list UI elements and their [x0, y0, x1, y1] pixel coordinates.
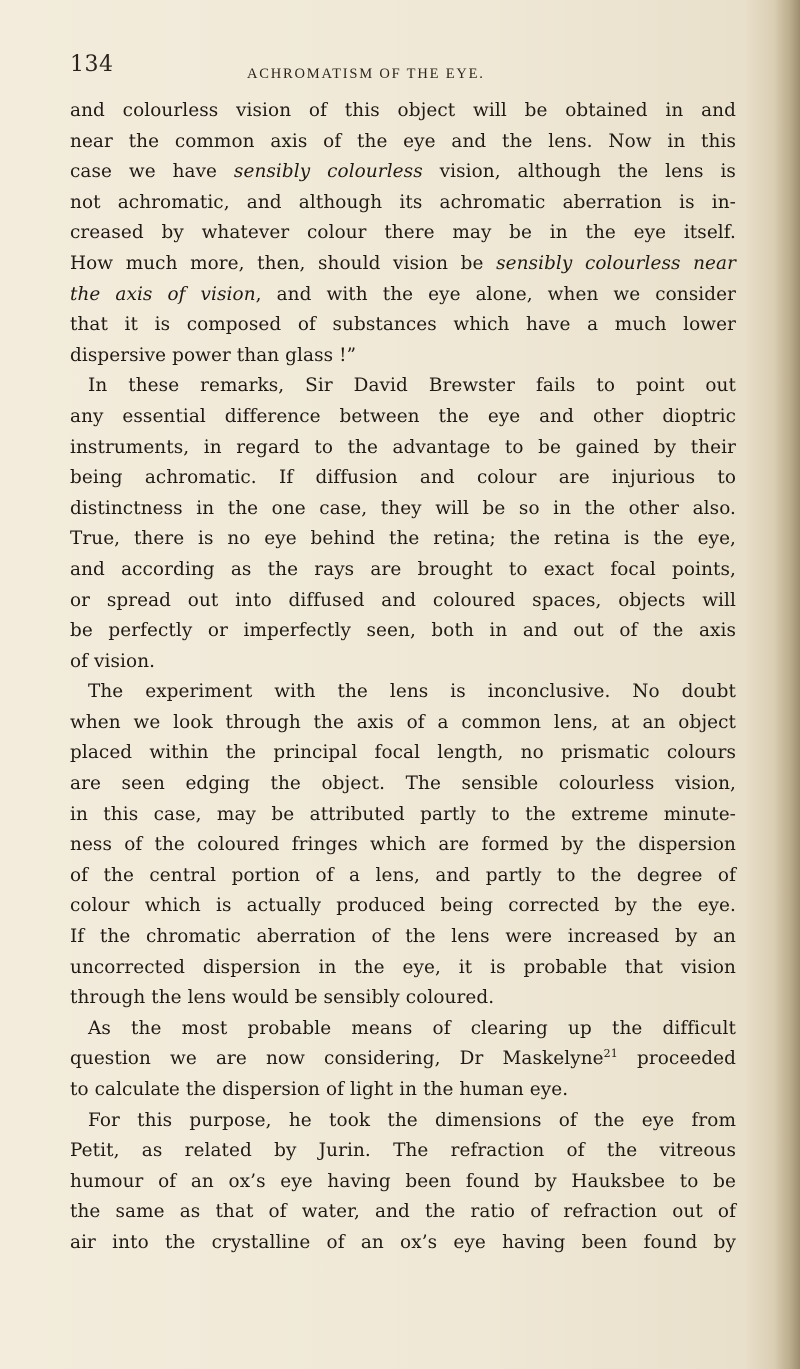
line-text: are seen edging the object. The sensible colourless vision,	[70, 773, 736, 795]
text-line	[70, 1014, 736, 1045]
line-text: The experiment with the lens is inconclusive. No doubt	[88, 681, 736, 703]
text-line	[70, 1228, 736, 1259]
line-text: not achromatic, and although its achromatic aberration is in-	[70, 191, 736, 213]
italic-text: sensibly colourless	[233, 161, 423, 183]
line-text: in this case, may be attributed partly to the extreme minute-	[70, 803, 736, 825]
text-line	[70, 800, 736, 831]
line-text: creased by whatever colour there may be in the eye itself.	[70, 222, 736, 244]
footnote-reference[interactable]: 21	[603, 1047, 618, 1061]
text-line	[70, 953, 736, 984]
text-line	[70, 157, 736, 188]
line-text: any essential difference between the eye and other dioptric	[70, 405, 736, 427]
text-line	[70, 524, 736, 555]
line-text: distinctness in the one case, they will be so in the other also.	[70, 497, 736, 519]
line-text: proceeded	[617, 1048, 737, 1070]
text-line	[70, 861, 736, 892]
line-text: For this purpose, he took the dimensions of the eye from	[88, 1109, 736, 1131]
text-line	[70, 188, 736, 219]
line-text: be perfectly or imperfectly seen, both in and out of the axis	[70, 620, 736, 642]
page-edge-shadow	[774, 0, 800, 1369]
text-line	[70, 616, 736, 647]
line-text: vision, although the lens is	[422, 161, 736, 183]
line-text: case we have	[70, 161, 234, 183]
running-head: ACHROMATISM OF THE EYE.	[247, 66, 485, 82]
text-line	[70, 341, 736, 372]
text-line	[70, 402, 736, 433]
text-line	[70, 922, 736, 953]
text-line	[70, 1167, 736, 1198]
text-line	[70, 249, 736, 280]
text-line	[70, 677, 736, 708]
line-text: near the common axis of the eye and the lens. Now in this	[70, 130, 736, 152]
line-text: As the most probable means of clearing up the difficult	[88, 1017, 736, 1039]
text-line	[70, 494, 736, 525]
line-text: How much more, then, should vision be	[70, 252, 497, 274]
line-text: question we are now considering, Dr Maskelyne	[70, 1048, 604, 1070]
text-line	[70, 891, 736, 922]
text-line	[70, 433, 736, 464]
line-text: uncorrected dispersion in the eye, it is probable that vision	[70, 956, 736, 978]
text-line	[70, 738, 736, 769]
line-text: or spread out into diffused and coloured spaces, objects will	[70, 589, 736, 611]
line-text: placed within the principal focal length, no prismatic colours	[70, 742, 736, 764]
text-line	[70, 769, 736, 800]
text-line	[70, 830, 736, 861]
text-line	[70, 1106, 736, 1137]
line-text: If the chromatic aberration of the lens were increased by an	[70, 926, 736, 948]
line-text: , and with the eye alone, when we consider	[255, 283, 736, 305]
text-line	[70, 1136, 736, 1167]
text-line	[70, 1075, 736, 1106]
text-line	[70, 218, 736, 249]
line-text: instruments, in regard to the advantage to be gained by their	[70, 436, 736, 458]
line-text: that it is composed of substances which have a much lower	[70, 314, 736, 336]
line-text: through the lens would be sensibly coloured.	[70, 987, 495, 1009]
text-line	[70, 310, 736, 341]
text-line	[70, 371, 736, 402]
line-text: the same as that of water, and the ratio of refraction out of	[70, 1201, 736, 1223]
text-line	[70, 96, 736, 127]
line-text: True, there is no eye behind the retina; the retina is the eye,	[70, 528, 736, 550]
line-text: and according as the rays are brought to exact focal points,	[70, 558, 736, 580]
line-text: ness of the coloured fringes which are formed by the dispersion	[70, 834, 736, 856]
text-line	[70, 1044, 736, 1075]
line-text: dispersive power than glass !”	[70, 344, 357, 366]
text-line	[70, 280, 736, 311]
text-line	[70, 983, 736, 1014]
line-text: when we look through the axis of a common lens, at an object	[70, 711, 736, 733]
body-text	[70, 96, 736, 1259]
line-text: colour which is actually produced being corrected by the eye.	[70, 895, 736, 917]
text-line	[70, 463, 736, 494]
italic-text: sensibly colourless near	[496, 252, 736, 274]
line-text: In these remarks, Sir David Brewster fails to point out	[88, 375, 736, 397]
line-text: and colourless vision of this object will be obtained in and	[70, 100, 736, 121]
line-text: Petit, as related by Jurin. The refraction of the vitreous	[70, 1140, 736, 1162]
line-text: being achromatic. If diffusion and colour are injurious to	[70, 467, 736, 489]
italic-text: the axis of vision	[70, 283, 256, 305]
line-text: of the central portion of a lens, and partly to the degree of	[70, 864, 736, 886]
text-line	[70, 555, 736, 586]
text-line	[70, 708, 736, 739]
line-text: humour of an ox’s eye having been found by Hauksbee to be	[70, 1170, 736, 1192]
page-header	[0, 52, 800, 92]
text-line	[70, 586, 736, 617]
text-line	[70, 647, 736, 678]
line-text: air into the crystalline of an ox’s eye having been found by	[70, 1231, 736, 1253]
text-line	[70, 127, 736, 158]
page-number: 134	[70, 52, 114, 77]
text-line	[70, 1197, 736, 1228]
line-text: of vision.	[70, 650, 156, 672]
line-text: to calculate the dispersion of light in the human eye.	[70, 1079, 569, 1100]
